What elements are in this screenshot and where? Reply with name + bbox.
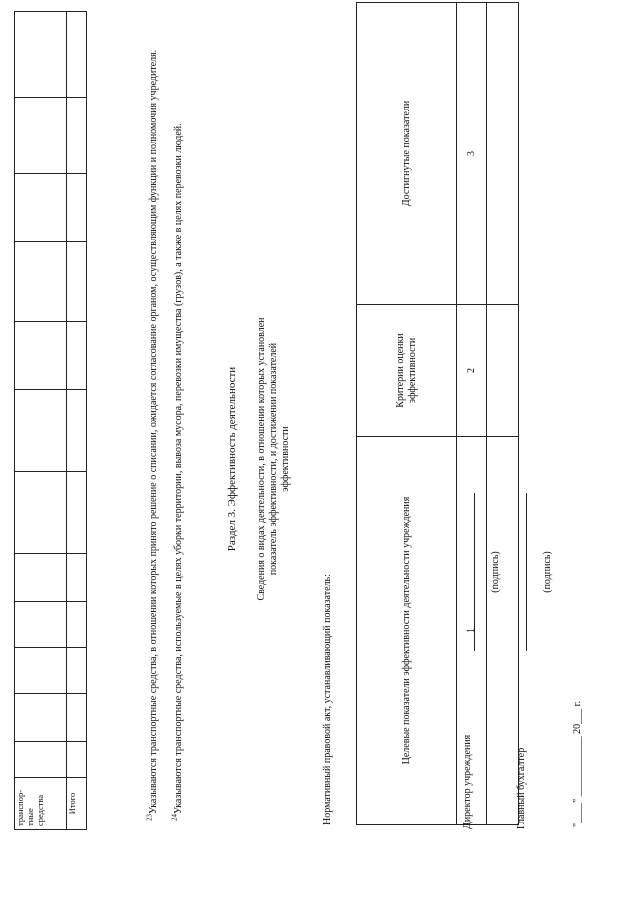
table-row xyxy=(15,12,67,830)
section-subtitle: Сведения о видах деятельности, в отношении которых установлен показатель эффективности, и достижении показателей эффективности xyxy=(256,317,291,601)
column-number: 1 xyxy=(457,437,487,825)
accountant-label: Главный бухгалтер xyxy=(516,747,527,829)
table-row xyxy=(67,12,87,830)
column-number: 3 xyxy=(457,3,487,305)
director-signature-caption: (подпись) xyxy=(490,551,501,593)
accountant-signature-line xyxy=(526,493,527,651)
date-line: "____" ____________ 20___ г. xyxy=(572,700,583,827)
footnote-23-text: Указываются транспортные средства, в отношении которых принято решение о списании, ожидается согласование органом, осуществляющим функции и полномочия учредителя. xyxy=(148,49,159,814)
column-number: 2 xyxy=(457,305,487,437)
row-label-transport: транспор-тные средства xyxy=(15,778,67,830)
header-achieved-indicators: Достигнутые показатели xyxy=(357,3,457,305)
normative-act-label: Нормативный правовой акт, устанавливающий показатель: xyxy=(322,574,333,825)
efficiency-table xyxy=(356,2,519,825)
row-label-total: Итого xyxy=(67,778,87,830)
header-evaluation-criteria: Критерии оценки эффективности xyxy=(357,305,457,437)
director-label: Директор учреждения xyxy=(462,734,473,829)
footnote-24-mark: 24 xyxy=(170,814,179,821)
table-row xyxy=(487,3,519,825)
section-title: Раздел 3. Эффективность деятельности xyxy=(226,366,238,552)
transport-table xyxy=(14,11,87,830)
footnote-24 xyxy=(170,13,185,821)
header-target-indicators: Целевые показатели эффективности деятельности учреждения xyxy=(357,437,457,825)
footnote-24-text: Указываются транспортные средства, используемые в целях уборки территории, вывоза мусора, перевозки имущества (грузов), а также в целях перевозки людей. xyxy=(173,123,184,814)
footnote-23 xyxy=(145,13,160,821)
director-signature-line xyxy=(474,493,475,651)
footnote-23-mark: 23 xyxy=(145,814,154,821)
accountant-signature-caption: (подпись) xyxy=(542,551,553,593)
table-header-row xyxy=(357,3,457,825)
